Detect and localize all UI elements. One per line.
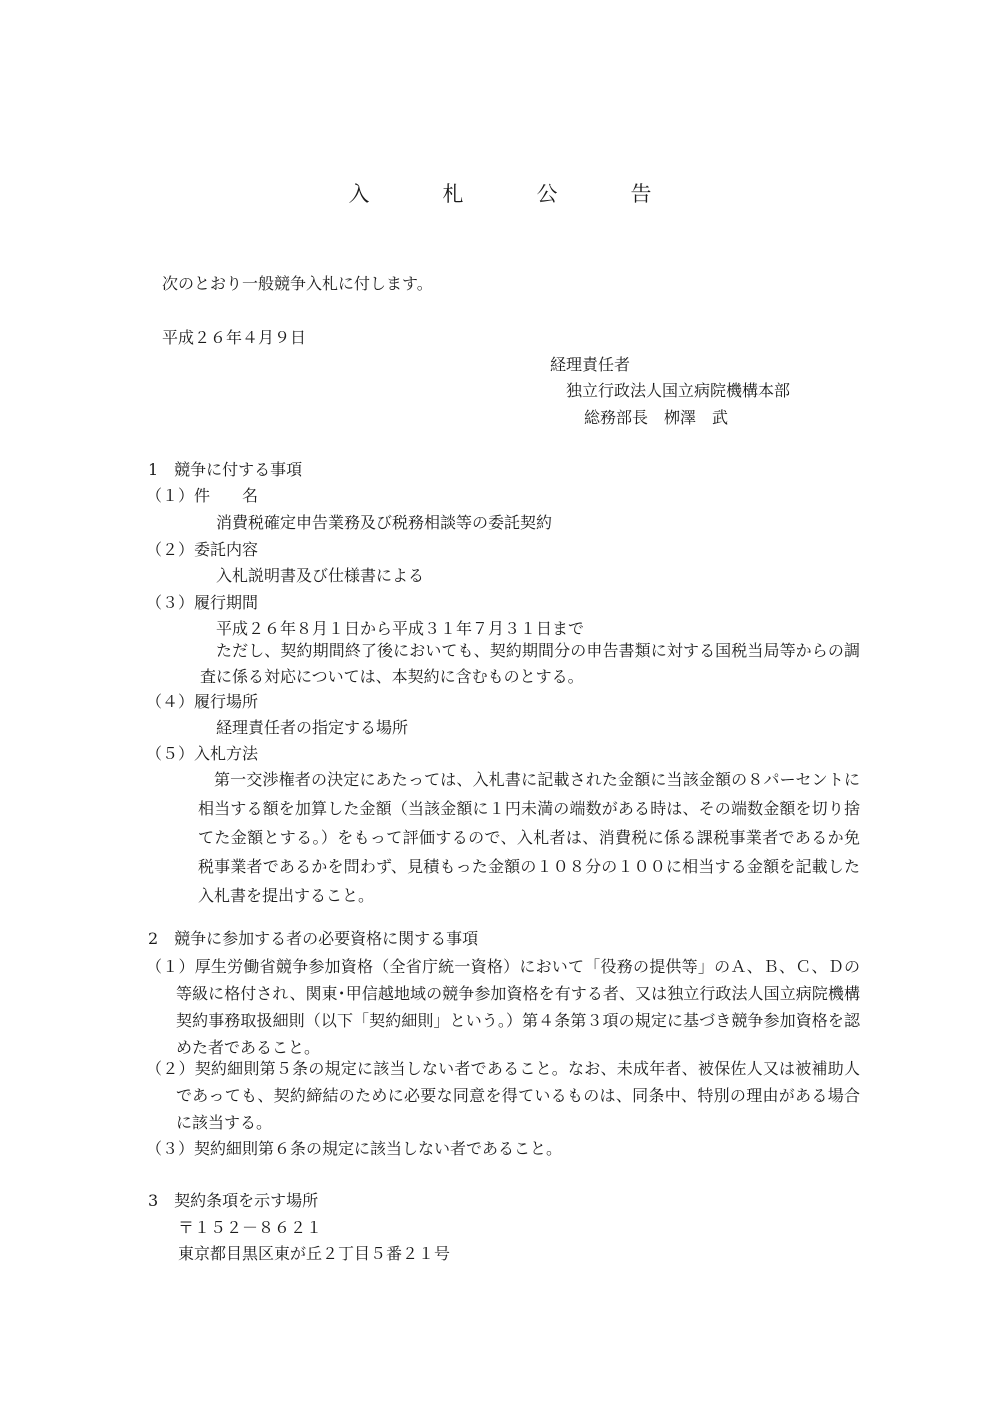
s2-item3: （３）契約細則第６条の規定に該当しない者であること。 [146,1139,563,1158]
s1-item4-label: （４）履行場所 [146,692,259,711]
section3-heading: 3 契約条項を示す場所 [148,1191,319,1210]
s1-item5-label: （５）入札方法 [146,744,259,763]
s2-item1: （１）厚生労働省競争参加資格（全省庁統一資格）において「役務の提供等」のＡ、Ｂ、Ｃ、Ｄの等級に格付され、関東･甲信越地域の競争参加資格を有する者、又は独立行政法人国立病院機構契約事務取扱細則（以下「契約細則」という。）第４条第３項の規定に基づき競争参加資格を認めた者であること。 [146,957,860,1057]
s1-item3-text1: 平成２６年８月１日から平成３１年７月３１日まで [216,619,585,638]
s1-item3-label: （３）履行期間 [146,593,259,612]
s1-item3-text2: ただし、契約期間終了後においても、契約期間分の申告書類に対する国税当局等からの調査に係る対応については、本契約に含むものとする。 [200,641,860,686]
s1-item2-text: 入札説明書及び仕様書による [216,566,425,585]
s2-item2: （２）契約細則第５条の規定に該当しない者であること。なお、未成年者、被保佐人又は被補助人であっても、契約締結のために必要な同意を得ているものは、同条中、特別の理由がある場合に該当する。 [146,1059,860,1132]
postal-code: 〒１５２－８６２１ [178,1218,323,1237]
page-title: 入 札 公 告 [348,182,678,206]
issuer-name: 総務部長 栁澤 武 [584,408,729,427]
s1-item4-text: 経理責任者の指定する場所 [216,718,409,737]
s1-item1-label: （１）件 名 [146,486,259,505]
address: 東京都目黒区東が丘２丁目５番２１号 [178,1244,451,1263]
notice-date: 平成２６年４月９日 [162,328,307,347]
intro-text: 次のとおり一般競争入札に付します。 [162,274,433,293]
section2-heading: 2 競争に参加する者の必要資格に関する事項 [148,929,479,948]
issuer-org: 独立行政法人国立病院機構本部 [566,381,791,400]
s1-item1-text: 消費税確定申告業務及び税務相談等の委託契約 [216,513,553,532]
issuer-role: 経理責任者 [550,355,631,374]
s1-item2-label: （２）委託内容 [146,540,259,559]
s1-item5-text: 第一交渉権者の決定にあたっては、入札書に記載された金額に当該金額の８パーセントに相当する額を加算した金額（当該金額に１円未満の端数がある時は、その端数金額を切り捨てた金額とする。）をもって評価するので、入札者は、消費税に係る課税事業者であるか免税事業者であるかを問わず、見積もった金額の１０８分の１００に相当する金額を記載した入札書を提出すること。 [198,770,860,905]
section1-heading: 1 競争に付する事項 [148,460,303,479]
